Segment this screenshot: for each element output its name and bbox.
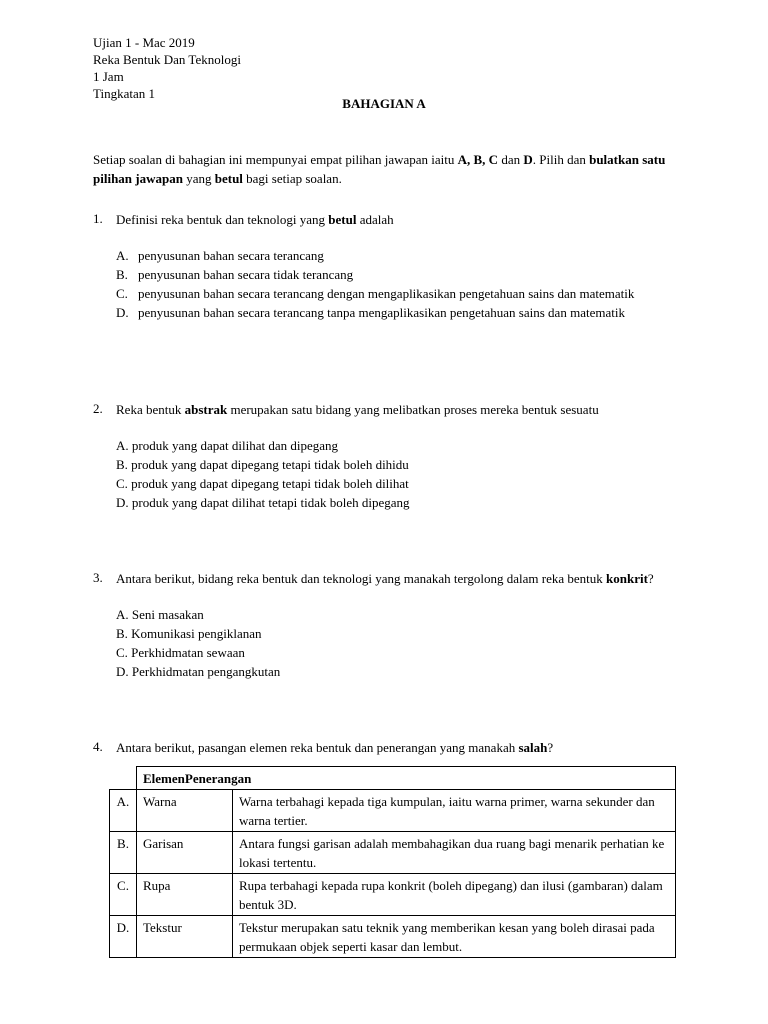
option-d[interactable]: D. Perkhidmatan pengangkutan [116, 664, 281, 679]
row-description: Warna terbahagi kepada tiga kumpulan, iaitu warna primer, warna sekunder dan warna tertier. [233, 790, 676, 832]
instructions-text: yang [182, 171, 215, 186]
option-text: penyusunan bahan secara terancang [138, 248, 324, 263]
option-label: C. [116, 286, 128, 301]
option-a[interactable]: A. produk yang dapat dilihat dan dipegang [116, 438, 339, 453]
instructions [93, 150, 683, 188]
option-label: D. [116, 305, 129, 320]
row-description: Rupa terbahagi kepada rupa konkrit (boleh dipegang) dan ilusi (gambaran) dalam bentuk 3D. [233, 874, 676, 916]
stem-text: Reka bentuk [116, 402, 185, 417]
options [116, 436, 693, 512]
instructions-bold: D [523, 152, 533, 167]
option-text: penyusunan bahan secara terancang dengan mengaplikasikan pengetahuan sains dan matematik [138, 286, 635, 301]
stem-text: Antara berikut, pasangan elemen reka bentuk dan penerangan yang manakah [116, 740, 519, 755]
option-label: A. [116, 248, 129, 263]
section-title: BAHAGIAN A [342, 96, 426, 111]
question-stem [116, 400, 636, 419]
row-label: B. [110, 832, 137, 874]
option-b[interactable]: B. produk yang dapat dipegang tetapi tidak boleh dihidu [116, 457, 409, 472]
option-d[interactable]: D. produk yang dapat dilihat tetapi tidak boleh dipegang [116, 495, 410, 510]
instructions-text: dan [498, 152, 524, 167]
option-c[interactable]: C. produk yang dapat dipegang tetapi tidak boleh dilihat [116, 476, 409, 491]
table-corner-cell [110, 767, 137, 790]
exam-date: Ujian 1 - Mac 2019 [93, 35, 195, 50]
table-header-row [110, 767, 676, 790]
stem-text: Antara berikut, bidang reka bentuk dan teknologi yang manakah tergolong dalam reka bentuk [116, 571, 606, 586]
row-description: Antara fungsi garisan adalah membahagikan dua ruang bagi menarik perhatian ke lokasi tertentu. [233, 832, 676, 874]
stem-text: ? [647, 571, 654, 586]
instructions-text: bagi setiap soalan. [242, 171, 342, 186]
subject-name: Reka Bentuk Dan Teknologi [93, 52, 241, 67]
instructions-bold: bulatkan satu pilihan jawapan [93, 152, 666, 186]
question-4 [93, 738, 693, 757]
table-row[interactable] [110, 874, 676, 916]
option-a[interactable]: A. Seni masakan [116, 607, 204, 622]
row-element: Warna [137, 790, 233, 832]
stem-text: Definisi reka bentuk dan teknologi yang [116, 212, 329, 227]
instructions-bold: betul [214, 171, 243, 186]
stem-bold: abstrak [184, 402, 228, 417]
question-3 [93, 569, 693, 681]
table-row[interactable] [110, 790, 676, 832]
row-element: Garisan [137, 832, 233, 874]
stem-bold: salah [518, 740, 548, 755]
options [116, 246, 693, 322]
question-stem [116, 569, 661, 588]
table-row[interactable] [110, 916, 676, 958]
option-a[interactable] [116, 246, 693, 265]
row-element: Rupa [137, 874, 233, 916]
row-label: A. [110, 790, 137, 832]
question-number: 4. [93, 739, 103, 754]
option-label: B. [116, 267, 128, 282]
stem-text: adalah [356, 212, 394, 227]
option-text: penyusunan bahan secara terancang tanpa mengaplikasikan pengetahuan sains dan matematik [138, 305, 625, 320]
row-description: Tekstur merupakan satu teknik yang memberikan kesan yang boleh dirasai pada permukaan objek seperti kasar dan lembut. [233, 916, 676, 958]
stem-bold: konkrit [606, 571, 648, 586]
question-2 [93, 400, 693, 512]
question-number: 2. [93, 401, 103, 416]
option-b[interactable]: B. Komunikasi pengiklanan [116, 626, 262, 641]
stem-bold: betul [328, 212, 357, 227]
row-element: Tekstur [137, 916, 233, 958]
stem-text: ? [547, 740, 554, 755]
option-c[interactable] [116, 284, 678, 303]
answer-table [109, 766, 676, 958]
option-d[interactable] [116, 303, 698, 322]
row-label: C. [110, 874, 137, 916]
instructions-text: Setiap soalan di bahagian ini mempunyai empat pilihan jawapan iaitu [93, 152, 458, 167]
instructions-bold: A, B, C [457, 152, 499, 167]
question-number: 3. [93, 570, 103, 585]
question-stem [116, 738, 693, 757]
option-b[interactable] [116, 265, 693, 284]
option-c[interactable]: C. Perkhidmatan sewaan [116, 645, 245, 660]
exam-duration: 1 Jam [93, 69, 124, 84]
table-row[interactable] [110, 832, 676, 874]
instructions-text: . Pilih dan [532, 152, 590, 167]
question-1 [93, 210, 693, 322]
question-number: 1. [93, 211, 103, 226]
exam-header [93, 34, 241, 102]
stem-text: merupakan satu bidang yang melibatkan proses mereka bentuk sesuatu [227, 402, 599, 417]
options [116, 605, 693, 681]
grade-level: Tingkatan 1 [93, 86, 155, 101]
option-text: penyusunan bahan secara tidak terancang [138, 267, 354, 282]
question-stem [116, 210, 693, 229]
row-label: D. [110, 916, 137, 958]
table-header: ElemenPenerangan [137, 767, 676, 790]
